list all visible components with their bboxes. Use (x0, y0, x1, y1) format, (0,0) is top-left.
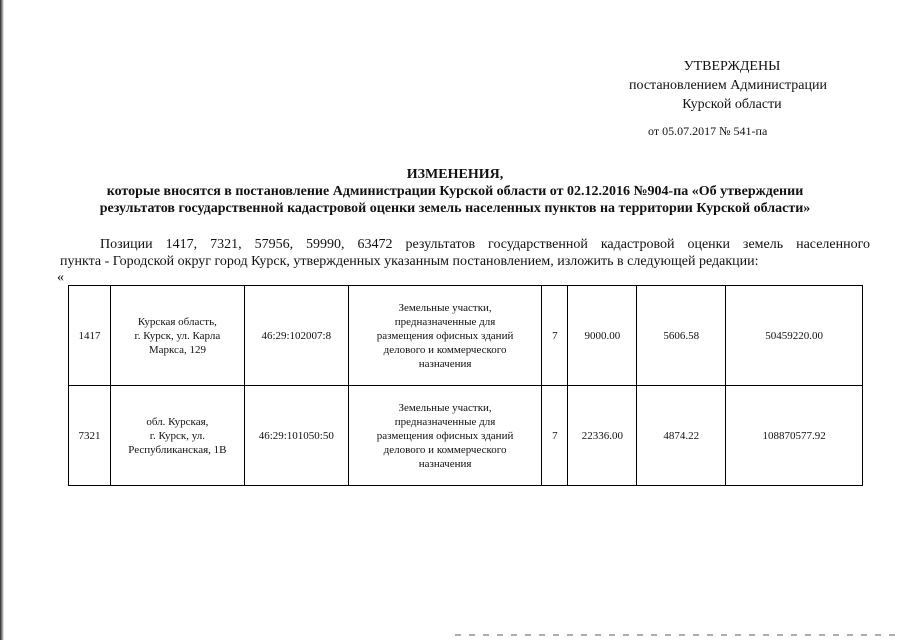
cell-purpose (348, 286, 542, 386)
purpose-line: Земельные участки, (398, 401, 492, 414)
purpose-line: размещения офисных зданий (376, 329, 514, 342)
approval-line-approved: УТВЕРЖДЕНЫ (683, 59, 781, 74)
purpose-line: размещения офисных зданий (376, 429, 514, 442)
purpose-line: делового и коммерческого (383, 443, 507, 456)
cell-group: 7 (542, 386, 568, 486)
scan-artifact-marks (455, 634, 895, 636)
cell-specific-value: 4874.22 (637, 386, 726, 486)
address-line: Курская область, (137, 315, 217, 328)
opening-quote-mark: « (57, 270, 64, 285)
body-line-1: Позиции 1417, 7321, 57956, 59990, 63472 результатов государственной кадастровой оценки земель населенного (100, 237, 870, 252)
cell-area: 9000.00 (568, 286, 637, 386)
title-heading: ИЗМЕНЕНИЯ, (406, 167, 504, 182)
purpose-line: делового и коммерческого (383, 343, 507, 356)
cell-position: 1417 (69, 286, 111, 386)
cell-cadastral-value: 50459220.00 (726, 286, 863, 386)
cell-area: 22336.00 (568, 386, 637, 486)
approval-block (560, 57, 890, 114)
purpose-line: Земельные участки, (398, 301, 492, 314)
title-line-2: которые вносятся в постановление Администрации Курской области от 02.12.2016 №904-па «Об утверждении (106, 184, 804, 199)
cell-address (110, 286, 244, 386)
body-paragraph (60, 236, 870, 270)
approval-line-region: Курской области (682, 97, 782, 112)
cell-cadastral-number: 46:29:101050:50 (244, 386, 348, 486)
table-row (69, 286, 863, 386)
cell-cadastral-value: 108870577.92 (726, 386, 863, 486)
purpose-line: предназначенные для (394, 315, 496, 328)
purpose-line: предназначенные для (394, 415, 496, 428)
title-line-3: результатов государственной кадастровой оценки земель населенных пунктов на территории Курской области» (99, 201, 811, 216)
document-title (60, 166, 850, 217)
table-row (69, 386, 863, 486)
body-line-2: пункта - Городской округ город Курск, утвержденных указанным постановлением, изложить в следующей редакции: (60, 254, 759, 269)
approval-line-resolution: постановлением Администрации (629, 78, 827, 93)
address-line: Маркса, 129 (148, 343, 206, 356)
purpose-line: назначения (418, 357, 472, 370)
cell-group: 7 (542, 286, 568, 386)
purpose-line: назначения (418, 457, 472, 470)
cell-address (110, 386, 244, 486)
scan-edge-shadow (0, 0, 4, 640)
approval-date: от 05.07.2017 № 541-па (648, 124, 768, 138)
address-line: г. Курск, ул. Карла (134, 329, 221, 342)
cell-specific-value: 5606.58 (637, 286, 726, 386)
cadastral-table (68, 285, 863, 486)
address-line: обл. Курская, (146, 415, 209, 428)
cell-purpose (348, 386, 542, 486)
address-line: г. Курск, ул. (149, 429, 206, 442)
cell-cadastral-number: 46:29:102007:8 (244, 286, 348, 386)
cell-position: 7321 (69, 386, 111, 486)
address-line: Республиканская, 1В (128, 443, 227, 456)
